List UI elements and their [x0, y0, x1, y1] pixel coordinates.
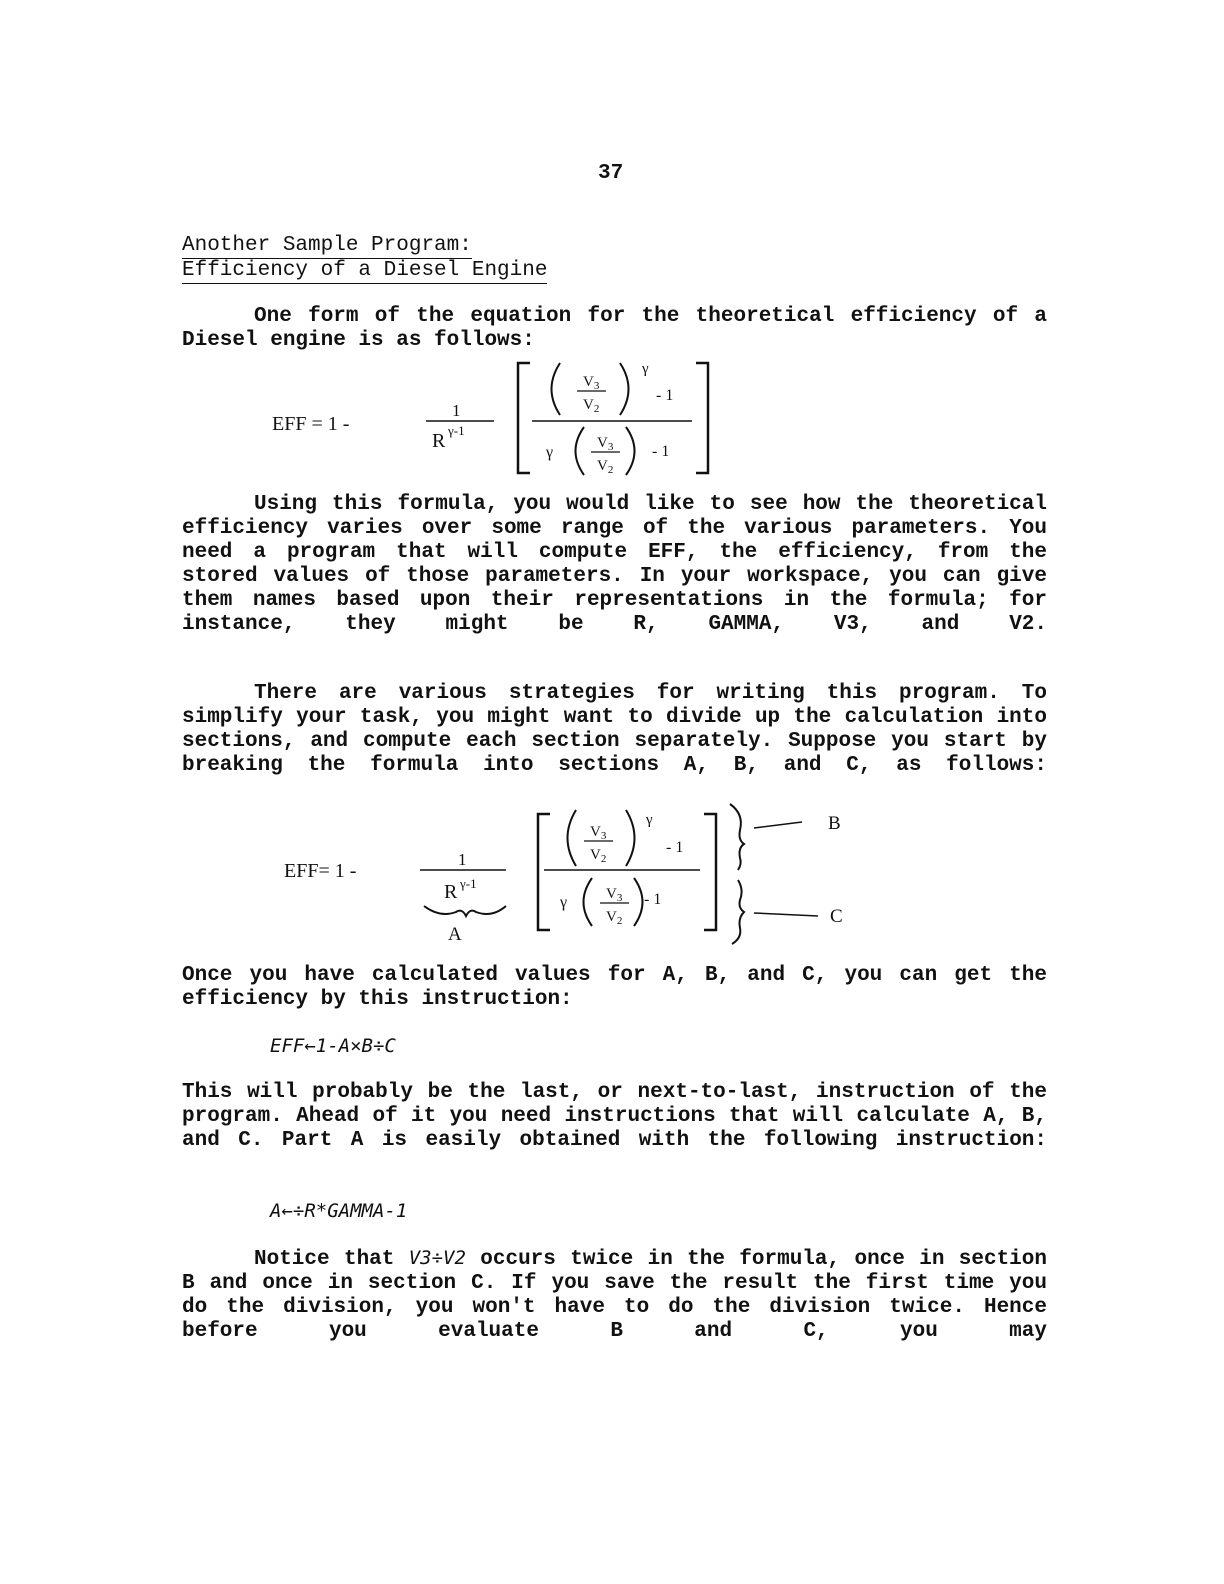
svg-text:V3: $V_3$	[606, 886, 623, 904]
code-eff-instruction: EFF←1-A×B÷C	[270, 1035, 396, 1057]
formula-1-gamma-coef: γ	[546, 444, 554, 461]
paragraph-notice	[182, 1246, 1047, 1344]
formula-1-R: R	[432, 430, 446, 452]
section-heading	[182, 234, 547, 284]
code-a-instruction: A←÷R*GAMMA-1	[270, 1200, 408, 1222]
paragraph-formula-usage: Using this formula, you would like to see how the theoretical efficiency varies over some range of the various parameters. You need a program that will compute EFF, the efficiency, from the stored values of those parameters. In your workspace, you can give them names based upon their representations in the formula; for instance, they might be R, GAMMA, V3, and V2.	[182, 493, 1047, 636]
formula-2-graphic	[270, 800, 870, 950]
svg-text:γ: γ	[560, 894, 568, 911]
formula-2-lhs: EFF= 1 -	[284, 860, 357, 882]
svg-text:V2: $V_2$	[590, 847, 607, 865]
formula-2-label-A: A	[448, 924, 462, 945]
svg-text:V3: $V_3$	[590, 824, 607, 842]
svg-text:1: 1	[458, 850, 467, 869]
svg-text:- 1: - 1	[644, 891, 662, 908]
formula-1-lhs: EFF = 1 -	[272, 413, 350, 435]
paragraph-last-instruction: This will probably be the last, or next-to-last, instruction of the program. Ahead of it you need instructions that will calculate A, B, and C. Part A is easily obtained with the following instruction:	[182, 1081, 1047, 1152]
paragraph-once-calculated: Once you have calculated values for A, B, and C, you can get the efficiency by this instruction:	[182, 964, 1047, 1011]
formula-sections	[270, 800, 870, 950]
notice-text-start: Notice that	[254, 1248, 409, 1271]
formula-1-minus-one-bottom: - 1	[652, 443, 670, 460]
svg-text:V3: $V_3$	[583, 374, 600, 392]
formula-1-gamma-exp: γ	[642, 361, 649, 377]
svg-text:V2: $V_2$	[583, 397, 600, 415]
heading-line-1: Another Sample Program:	[182, 234, 472, 257]
formula-2-label-C: C	[830, 906, 843, 927]
formula-1-exponent: γ-1	[448, 423, 465, 438]
notice-text-end: occurs twice in the formula, once in section B and once in section C. If you save the result the first time you do the division, you won't have to do the division twice. Hence before you evaluate B and C, you may	[182, 1248, 1047, 1343]
paragraph-strategies: There are various strategies for writing this program. To simplify your task, you might want to divide up the calculation into sections, and compute each section separately. Suppose you start by breaking the formula into sections A, B, and C, as follows:	[182, 682, 1047, 777]
svg-text:γ-1: γ-1	[460, 876, 477, 891]
notice-inline-code: V3÷V2	[408, 1247, 466, 1269]
svg-text:V3: $V_3$	[597, 435, 614, 453]
formula-1-minus-one-top: - 1	[656, 387, 674, 404]
svg-text:γ: γ	[646, 812, 653, 828]
heading-line-2: Efficiency of a Diesel Engine	[182, 259, 548, 282]
formula-1-one: 1	[452, 401, 461, 420]
svg-text:- 1: - 1	[666, 839, 684, 856]
paragraph-intro: One form of the equation for the theoretical efficiency of a Diesel engine is as follows:	[182, 305, 1047, 352]
svg-text:R: R	[444, 881, 458, 903]
page-number: 37	[598, 162, 624, 185]
formula-1-graphic	[260, 355, 740, 485]
formula-2-label-B: B	[828, 813, 841, 834]
svg-text:V2: $V_2$	[597, 458, 614, 476]
svg-text:V2: $V_2$	[606, 909, 623, 927]
formula-efficiency	[260, 355, 740, 485]
